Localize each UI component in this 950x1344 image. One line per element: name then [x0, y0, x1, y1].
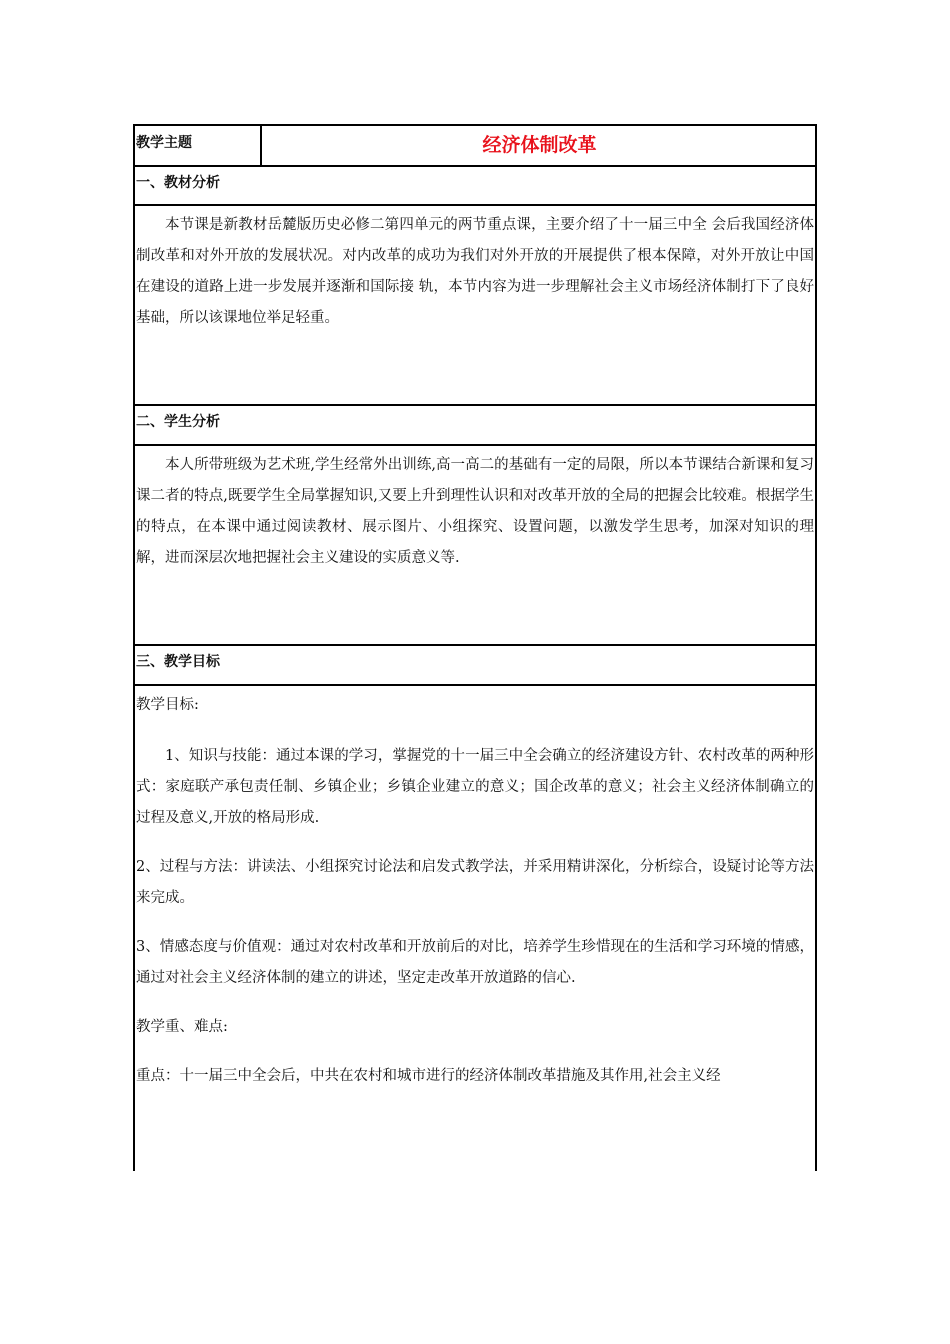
key-points-label: 教学重、难点: — [136, 1019, 228, 1035]
objective-process: 2、过程与方法：讲读法、小组探究讨论法和启发式教学法，并采用精讲深化，分析综合，设疑讨论等方法来完成。 — [136, 859, 814, 906]
topic-label: 教学主题 — [135, 126, 262, 165]
textbook-analysis-text: 本节课是新教材岳麓版历史必修二第四单元的两节重点课，主要介绍了十一届三中全 会后我国经济体制改革和对外开放的发展状况。对内改革的成功为我们对外开放的开展提供了根本保障，对外开放让中国在建设的道路上进一步发展并逐渐和国际接 轨，本节内容为进一步理解社会主义市场经济体制打下了良好基础，所以该课地位举足轻重。 — [136, 217, 814, 326]
lesson-plan-table — [133, 124, 817, 1171]
objectives-label: 教学目标: — [136, 697, 199, 713]
key-points-text: 重点：十一届三中全会后，中共在农村和城市进行的经济体制改革措施及其作用,社会主义经 — [136, 1068, 721, 1084]
objective-attitude: 3、情感态度与价值观：通过对农村改革和开放前后的对比，培养学生珍惜现在的生活和学习环境的情感，通过对社会主义经济体制的建立的讲述，坚定走改革开放道路的信心. — [136, 939, 814, 986]
topic-title: 经济体制改革 — [482, 134, 597, 156]
student-analysis-text: 本人所带班级为艺术班,学生经常外出训练,高一高二的基础有一定的局限，所以本节课结合新课和复习课二者的特点,既要学生全局掌握知识,又要上升到理性认识和对改革开放的全局的把握会比较难。根据学生的特点，在本课中通过阅读教材、展示图片、小组探究、设置问题，以激发学生思考，加深对知识的理解，进而深层次地把握社会主义建设的实质意义等. — [136, 457, 814, 566]
section-body-objectives — [135, 686, 815, 1092]
section-heading-students: 二、学生分析 — [135, 406, 815, 446]
section-body-students — [135, 446, 815, 646]
topic-row — [135, 126, 815, 167]
section-heading-textbook: 一、教材分析 — [135, 167, 815, 206]
section-body-textbook — [135, 206, 815, 406]
section-heading-objectives: 三、教学目标 — [135, 646, 815, 686]
objective-knowledge: 1、知识与技能：通过本课的学习，掌握党的十一届三中全会确立的经济建设方针、农村改革的两种形式：家庭联产承包责任制、乡镇企业；乡镇企业建立的意义；国企改革的意义；社会主义经济体制确立的过程及意义,开放的格局形成. — [136, 748, 814, 826]
